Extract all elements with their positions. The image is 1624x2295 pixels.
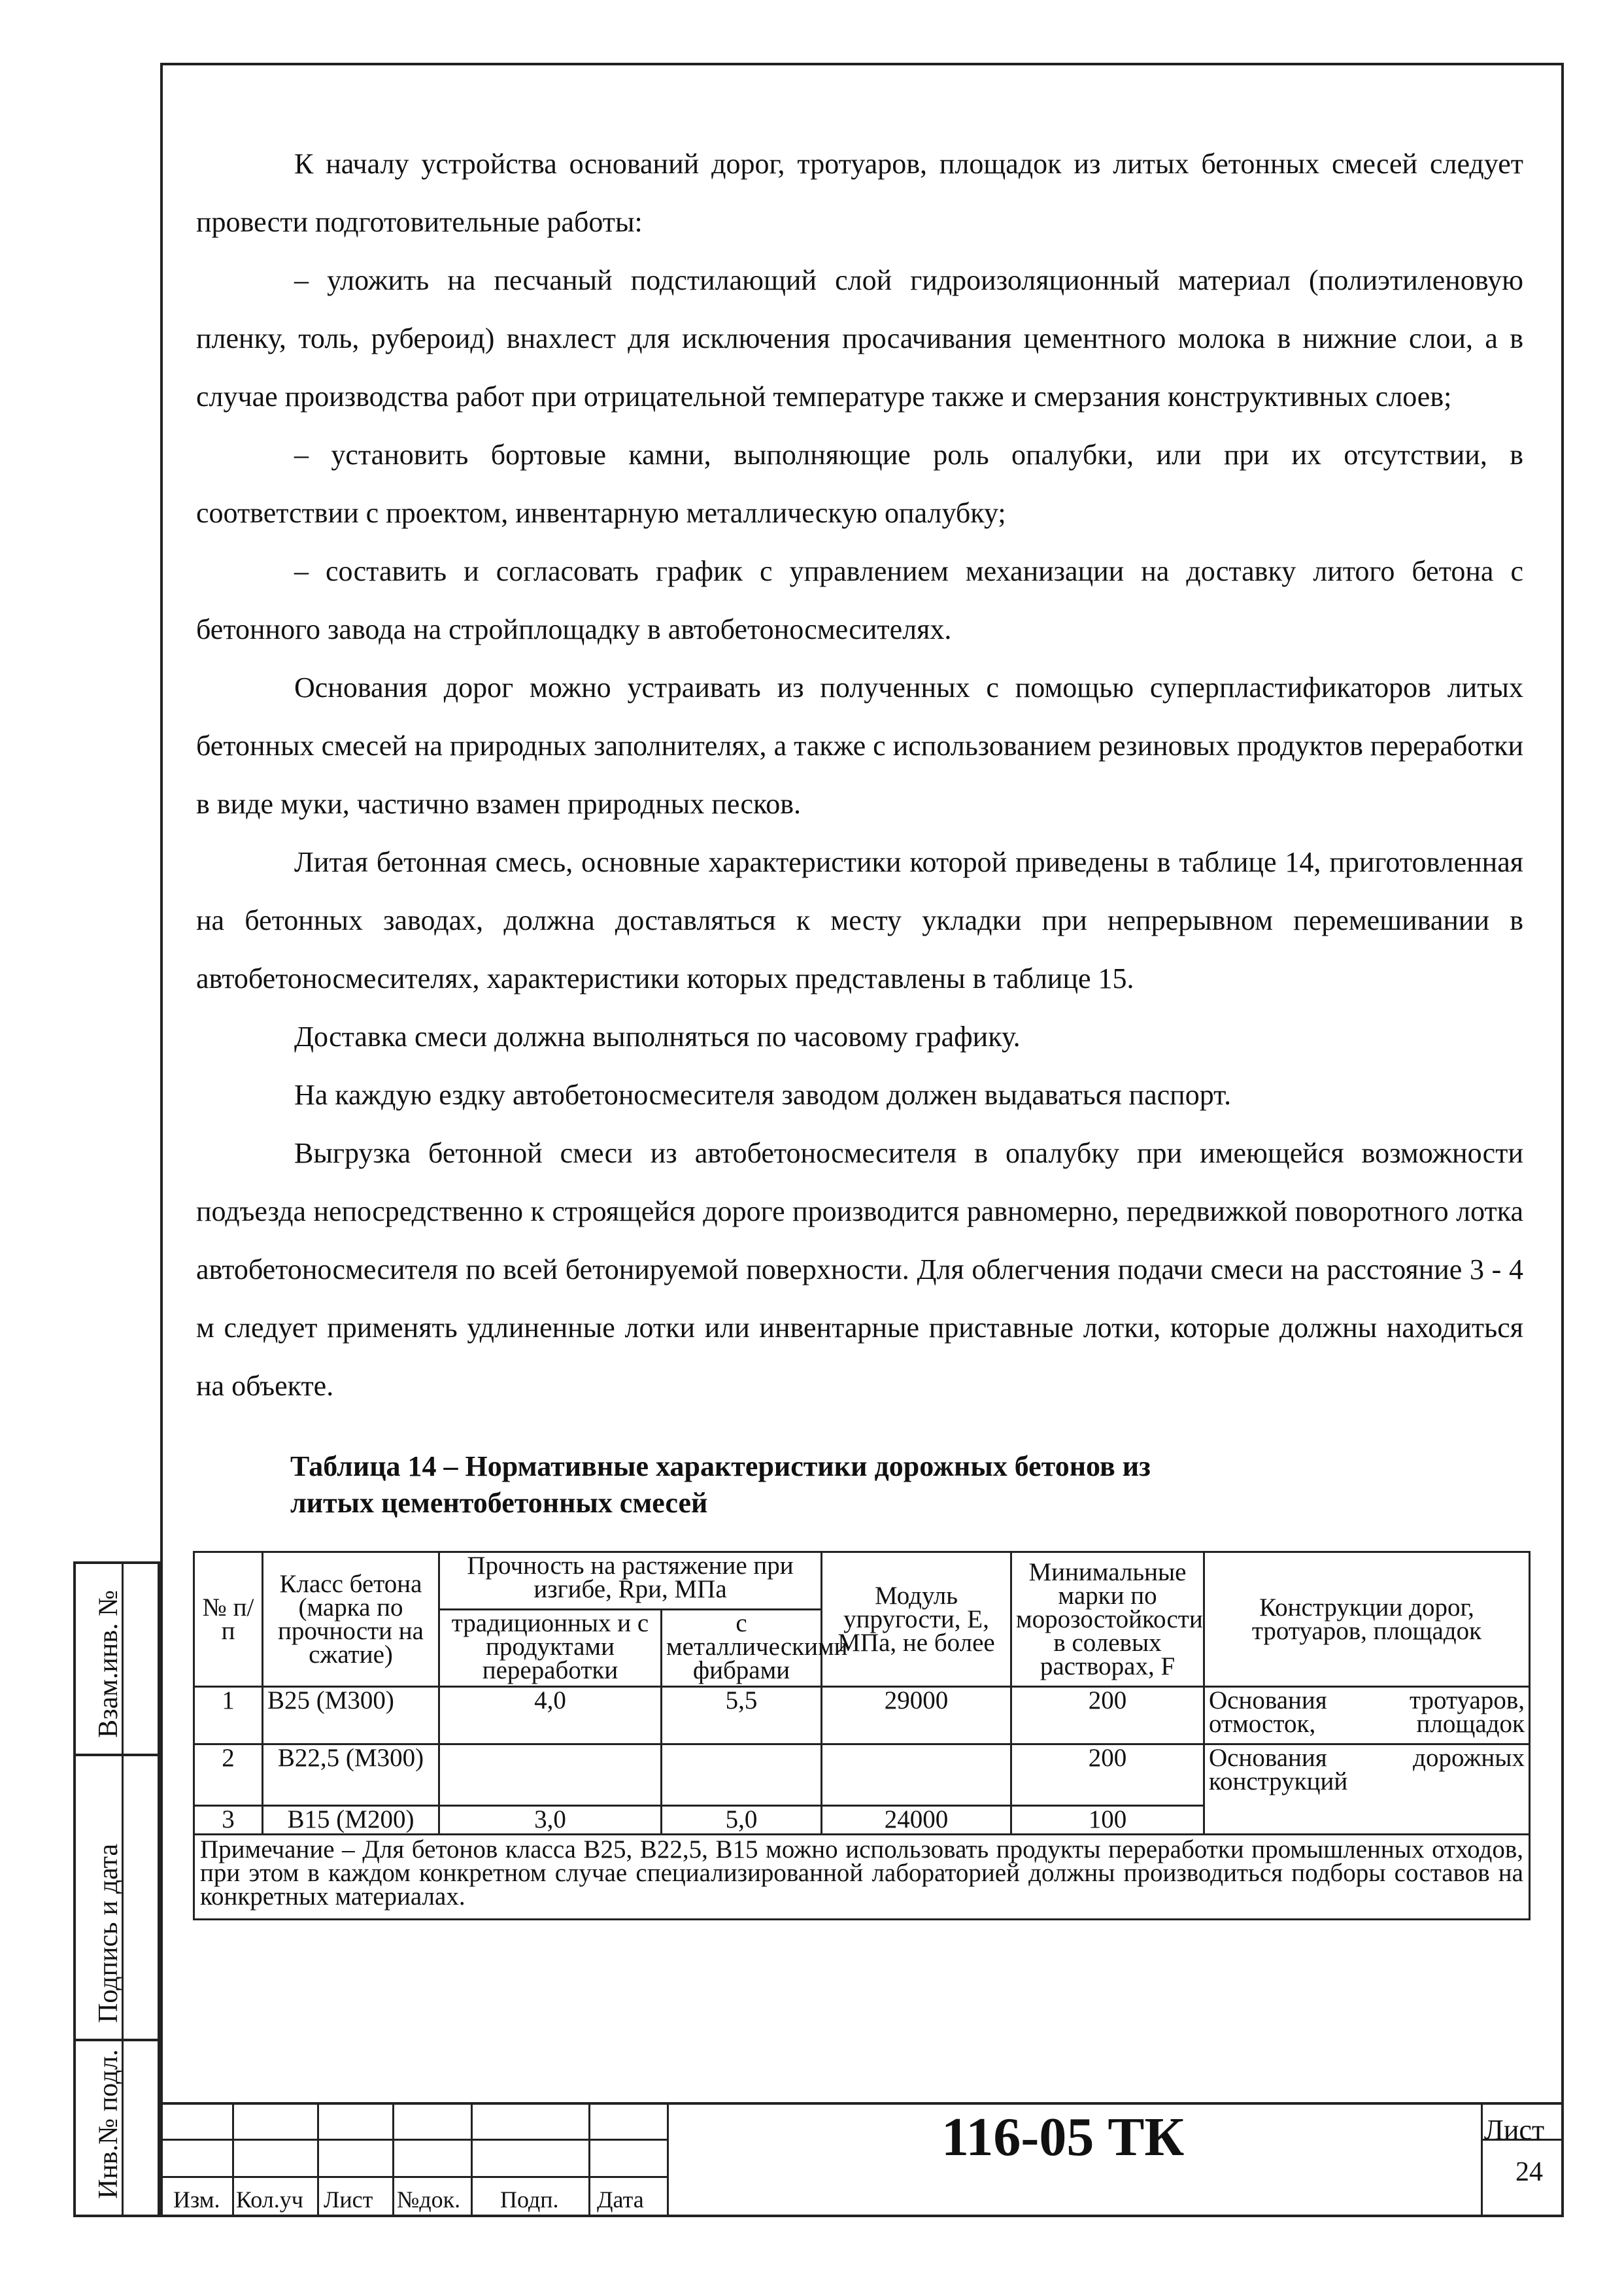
side-cell-signature (73, 1754, 160, 2039)
header-num: № п/п (194, 1552, 263, 1687)
stamp-label-sheet: Лист (324, 2186, 373, 2213)
list-item-waterproofing: – уложить на песчаный подстилающий слой гидроизоляционный материал (полиэтиленовую пленку, толь, рубероид) внахлест для исключения просачивания цементного молока в нижние слои, а в случае производства работ при отрицательной температуре также и смерзания конструктивных слоев; (196, 264, 1523, 413)
paragraph-unloading: Выгрузка бетонной смеси из автобетоносмесителя в опалубку при имеющейся возможности подъезда непосредственно к строящейся дороге производится равномерно, передвижкой поворотного лотка автобетоносмесителя по всей бетонируемой поверхности. Для облегчения подачи смеси на расстояние 3 - 4 м следует применять удлиненные лотки или инвентарные приставные лотки, которые должны находиться на объекте. (196, 1137, 1523, 1402)
row2-metal (662, 1744, 822, 1806)
body-text (196, 135, 1523, 1415)
row3-class: B15 (M200) (263, 1806, 439, 1835)
row1-constructions: Основания тротуаров, отмосток, площадок (1204, 1687, 1530, 1744)
row2-frost: 200 (1011, 1744, 1204, 1806)
sheet-number: 24 (1515, 2157, 1543, 2187)
paragraph-cast-mix: Литая бетонная смесь, основные характеристики которой приведены в таблице 14, приготовленная на бетонных заводах, должна доставляться к месту укладки при непрерывном перемешивании в автобетоносмесителях, характеристики которых представлены в таблице 15. (196, 846, 1523, 994)
side-label-replacement-inv: Взам.инв. № (93, 1590, 124, 1738)
paragraph-passport: На каждую ездку автобетоносмесителя заводом должен выдаваться паспорт. (294, 1079, 1232, 1111)
header-frost: Минимальные марки по морозостойкости в солевых растворах, F (1011, 1552, 1204, 1687)
row3-frost: 100 (1011, 1806, 1204, 1835)
list-item-schedule: – составить и согласовать график с управлением механизации на доставку литого бетона с бетонного завода на стройплощадку в автобетоносмесителях. (196, 555, 1523, 645)
side-cell-original-inv (73, 2039, 160, 2217)
row1-frost: 200 (1011, 1687, 1204, 1744)
stamp-label-signature: Подп. (500, 2186, 559, 2213)
stamp-label-doc-num: №док. (397, 2186, 461, 2213)
row1-traditional: 4,0 (439, 1687, 662, 1744)
header-strength: Прочность на растяжение при изгибе, Rри, МПа (439, 1552, 822, 1610)
row1-modulus: 29000 (822, 1687, 1011, 1744)
header-traditional: традиционных и с продуктами переработки (439, 1610, 662, 1687)
paragraph-bases: Основания дорог можно устраивать из полученных с помощью суперпластификаторов литых бетонных смесей на природных заполнителях, а также с использованием резиновых продуктов переработки в виде муки, частично взамен природных песков. (196, 672, 1523, 820)
table-caption-line1: Таблица 14 – Нормативные характеристики дорожных бетонов из (290, 1450, 1151, 1482)
side-cell-replacement (73, 1561, 160, 1754)
header-constructions: Конструкции дорог, тротуаров, площадок (1204, 1552, 1530, 1687)
row3-modulus: 24000 (822, 1806, 1011, 1835)
stamp-label-change: Изм. (173, 2186, 220, 2213)
row3-traditional: 3,0 (439, 1806, 662, 1835)
stamp-label-date: Дата (597, 2186, 644, 2213)
list-item-curbstones: – установить бортовые камни, выполняющие роль опалубки, или при их отсутствии, в соответствии с проектом, инвентарную металлическую опалубку; (196, 439, 1523, 529)
header-metal-fibers: с металлическими фибрами (662, 1610, 822, 1687)
row1-metal: 5,5 (662, 1687, 822, 1744)
side-label-signature-date: Подпись и дата (93, 1843, 124, 2023)
row3-num: 3 (194, 1806, 263, 1835)
concrete-characteristics-table (193, 1551, 1531, 1920)
row2-modulus (822, 1744, 1011, 1806)
row3-metal: 5,0 (662, 1806, 822, 1835)
row1-num: 1 (194, 1687, 263, 1744)
title-block (160, 2102, 1564, 2217)
paragraph-intro: К началу устройства оснований дорог, тротуаров, площадок из литых бетонных смесей следует провести подготовительные работы: (196, 148, 1523, 238)
row1-class: B25 (M300) (263, 1687, 439, 1744)
header-class: Класс бетона (марка по прочности на сжатие) (263, 1552, 439, 1687)
row2-num: 2 (194, 1744, 263, 1806)
sheet-label: Лист (1484, 2114, 1545, 2146)
row2-traditional (439, 1744, 662, 1806)
stamp-label-count: Кол.уч (236, 2186, 303, 2213)
header-modulus: Модуль упругости, Е, МПа, не более (822, 1552, 1011, 1687)
row2-constructions: Основания дорожных конструкций (1204, 1744, 1530, 1835)
side-label-original-inv: Инв.№ подл. (93, 2049, 124, 2199)
table-caption-line2: литых цементобетонных смесей (290, 1487, 708, 1519)
document-code: 116-05 ТК (941, 2107, 1185, 2168)
side-stamp (73, 1561, 160, 2217)
table-note: Примечание – Для бетонов класса В25, В22,5, В15 можно использовать продукты переработки промышленных отходов, при этом в каждом конкретном случае специализированной лабораторией должны производиться подборы составов на конкретных материалах. (194, 1835, 1530, 1920)
row2-class: B22,5 (M300) (263, 1744, 439, 1806)
paragraph-delivery: Доставка смеси должна выполняться по часовому графику. (294, 1021, 1021, 1053)
table-caption (290, 1448, 1402, 1522)
